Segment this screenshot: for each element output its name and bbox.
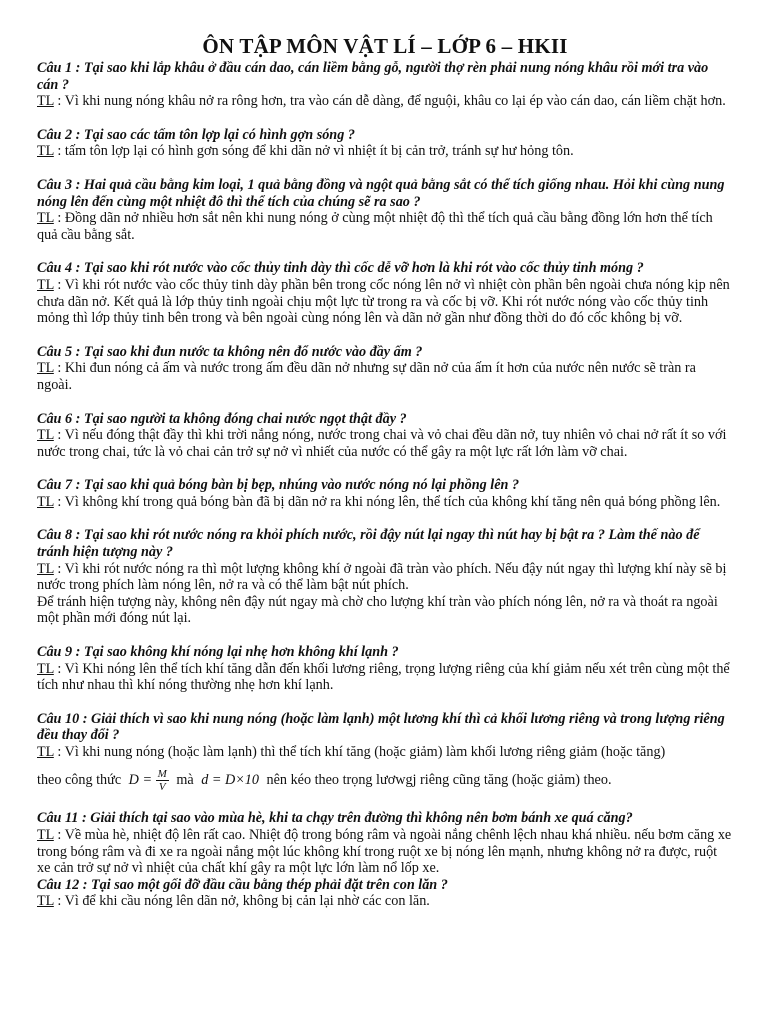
question-text: Câu 10 : Giải thích vì sao khi nung nóng (hoặc làm lạnh) một lương khí thì cả khối lương riêng và trong lượng riêng đều thay đổi ? [37,710,725,744]
answer-text [37,561,733,594]
answer-body: : Đồng dãn nở nhiều hơn sắt nên khi nung nóng ở cùng một nhiệt độ thì thể tích quả cầu bằng đồng lớn hơn thể tích quả cầu bằng sắt. [37,210,713,243]
answer-text [37,277,733,327]
answer-label: TL [37,93,54,110]
answer-label: TL [37,427,54,444]
formula-prefix: theo công thức [37,771,122,788]
formula-line [37,767,733,794]
answer-extra: Để tránh hiện tượng này, không nên đậy nút ngay mà chờ cho lượng khí tràn vào phích nóng lên, nở ra và thoát ra ngoài một phần mới đóng nút lại. [37,593,718,627]
qa-item-9 [37,644,733,694]
answer-label: TL [37,560,54,577]
question-text: Câu 7 : Tại sao khi quả bóng bàn bị bẹp, nhúng vào nước nóng nó lại phồng lên ? [37,477,520,494]
qa-item-6 [37,411,733,461]
answer-text [37,143,733,160]
question-text: Câu 6 : Tại sao người ta không đóng chai nước ngọt thật đầy ? [37,410,407,427]
answer-label: TL [37,660,54,677]
answer-body: : Vì Khi nóng lên thể tích khí tăng dẫn đến khối lương riêng, trọng lượng riêng của khí giảm nếu xét trên cùng một thể tích như nhau thì khí nóng thường nhẹ hơn khí lạnh. [37,660,730,694]
question-text: Câu 8 : Tại sao khi rót nước nóng ra khỏi phích nước, rồi đậy nút lại ngay thì nút hay bị bật ra ? Làm thế nào để tránh hiện tượng này ? [37,527,700,561]
question-text: Câu 5 : Tại sao khi đun nước ta không nên đổ nước vào đầy ấm ? [37,343,423,360]
answer-label: TL [37,210,54,227]
fraction [156,768,169,793]
qa-item-11 [37,810,733,876]
answer-text [37,210,733,243]
fraction-denominator: V [158,781,166,794]
question-text: Câu 2 : Tại sao các tấm tôn lợp lại có hình gợn sóng ? [37,126,355,143]
answer-label: TL [37,744,54,760]
answer-label: TL [37,276,54,293]
formula-mid: mà [176,771,194,788]
answer-text [37,827,733,877]
formula-suffix: nên kéo theo trọng lươwgj riêng cũng tăng (hoặc giảm) theo. [266,771,612,788]
question-text: Câu 9 : Tại sao không khí nóng lại nhẹ hơn không khí lạnh ? [37,644,399,661]
qa-item-1 [37,60,733,110]
answer-label: TL [37,143,54,160]
formula-lhs: D = [128,772,153,789]
answer-label: TL [37,360,54,377]
answer-body: : Vì khi rót nước vào cốc thủy tinh dày phần bên trong cốc nóng lên nở vì nhiệt còn phần bên ngoài chưa nóng kịp nên chưa dãn nở. Kết quả là lớp thủy tinh ngoài chịu một lực từ trong ra và cốc bị vỡ. Khi rót nước nóng vào cốc thủy tinh mỏng thì lớp thủy tinh bên trong và bên ngoài cùng nóng lên và dãn nở gần như đồng thời do đó cốc không bị vỡ. [37,276,730,327]
answer-label: TL [37,493,54,510]
weight-formula: d = D×10 [201,772,259,789]
answer-body: : Khi đun nóng cả ấm và nước trong ấm đều dãn nở nhưng sự dãn nở của ấm ít hơn của nước nên nước sẽ tràn ra ngoài. [37,360,696,393]
question-text: Câu 4 : Tại sao khi rót nước vào cốc thủy tinh dày thì cốc dễ vỡ hơn là khi rót vào cốc thủy tinh móng ? [37,260,644,277]
page-title: ÔN TẬP MÔN VẬT LÍ – LỚP 6 – HKII [202,34,568,58]
answer-text [37,93,733,110]
qa-item-7 [37,477,733,510]
question-text: Câu 12 : Tại sao một gối đỡ đầu cầu bằng thép phải đặt trên con lăn ? [37,876,448,893]
qa-item-12 [37,877,733,910]
answer-text [37,661,733,694]
answer-body: : Vì khi nung nóng (hoặc làm lạnh) thì thể tích khí tăng (hoặc giảm) làm khối lương riêng giảm (hoặc tăng) [53,744,666,760]
answer-label: TL [37,827,54,844]
answer-text [37,744,733,761]
qa-item-10 [37,711,733,794]
question-text: Câu 3 : Hai quả cầu bằng kim loại, 1 quả bằng đồng và ngột quả bằng sắt có thể tích giống nhau. Hỏi khi cùng nung nóng lên đến cùng một nhiệt đô thì thể tích của chúng sẽ ra sao ? [37,176,725,210]
qa-item-3 [37,177,733,243]
fraction-numerator: M [157,768,167,781]
answer-label: TL [37,893,54,910]
answer-text [37,427,733,460]
answer-body: : tấm tôn lợp lại có hình gơn sóng để khi dãn nở vì nhiệt ít bị cản trở, tránh sự hư hỏng tôn. [53,143,574,160]
question-text: Câu 1 : Tại sao khi lắp khâu ở đầu cán dao, cán liềm bằng gỗ, người thợ rèn phải nung nóng khâu rồi mới tra vào cán ? [37,60,709,93]
answer-body: : Vì không khí trong quả bóng bàn đã bị dãn nở ra khi nóng lên, thể tích của không khí tăng nên quả bóng phồng lên. [53,493,721,510]
qa-item-8 [37,527,733,627]
density-formula [129,767,169,793]
answer-body: : Về mùa hè, nhiệt độ lên rất cao. Nhiệt độ trong bóng râm và ngoài nắng chênh lệch nhau khá nhiều. nếu bơm căng xe trong bóng râm và đi xe ra ngoài nắng một lúc không khí trong ruột xe bị nóng lên mạnh, nhưng không nở ra được, ruột xe cản trở sự nở vì nhiệt của chất khí gây ra một lực lớn làm nổ lốp xe. [37,827,732,877]
answer-body: : Vì khi nung nóng khâu nở ra rông hơn, tra vào cán dễ dàng, để nguội, khâu co lại ép vào cán dao, cán liềm chặt hơn. [53,93,726,110]
qa-item-5 [37,344,733,394]
qa-item-4 [37,260,733,326]
answer-text [37,360,733,393]
document-page [37,34,733,910]
answer-body: : Vì để khi cầu nóng lên dãn nở, không bị cản lại nhờ các con lăn. [53,893,430,910]
answer-body: : Vì khi rót nước nóng ra thì một lượng không khí ở ngoài đã tràn vào phích. Nếu đậy nút ngay thì lượng khí này sẽ bị nước trong phích làm nóng lên, nở ra và có thể làm bật nút phích. [37,560,727,594]
answer-text [37,893,733,910]
qa-item-2 [37,127,733,160]
answer-text [37,494,733,511]
answer-body: : Vì nếu đóng thật đầy thì khi trời nắng nóng, nước trong chai và vỏ chai đều dãn nở, tuy nhiên vỏ chai nở rất ít so với nước trong chai, tức là vỏ chai cản trở sự nở vì nhiết của nước có thể gây ra một lực rất lớn làm vỡ chai. [37,427,727,460]
question-text: Câu 11 : Giải thích tại sao vào mùa hè, khi ta chạy trên đường thì không nên bơm bánh xe quá căng? [37,810,633,827]
